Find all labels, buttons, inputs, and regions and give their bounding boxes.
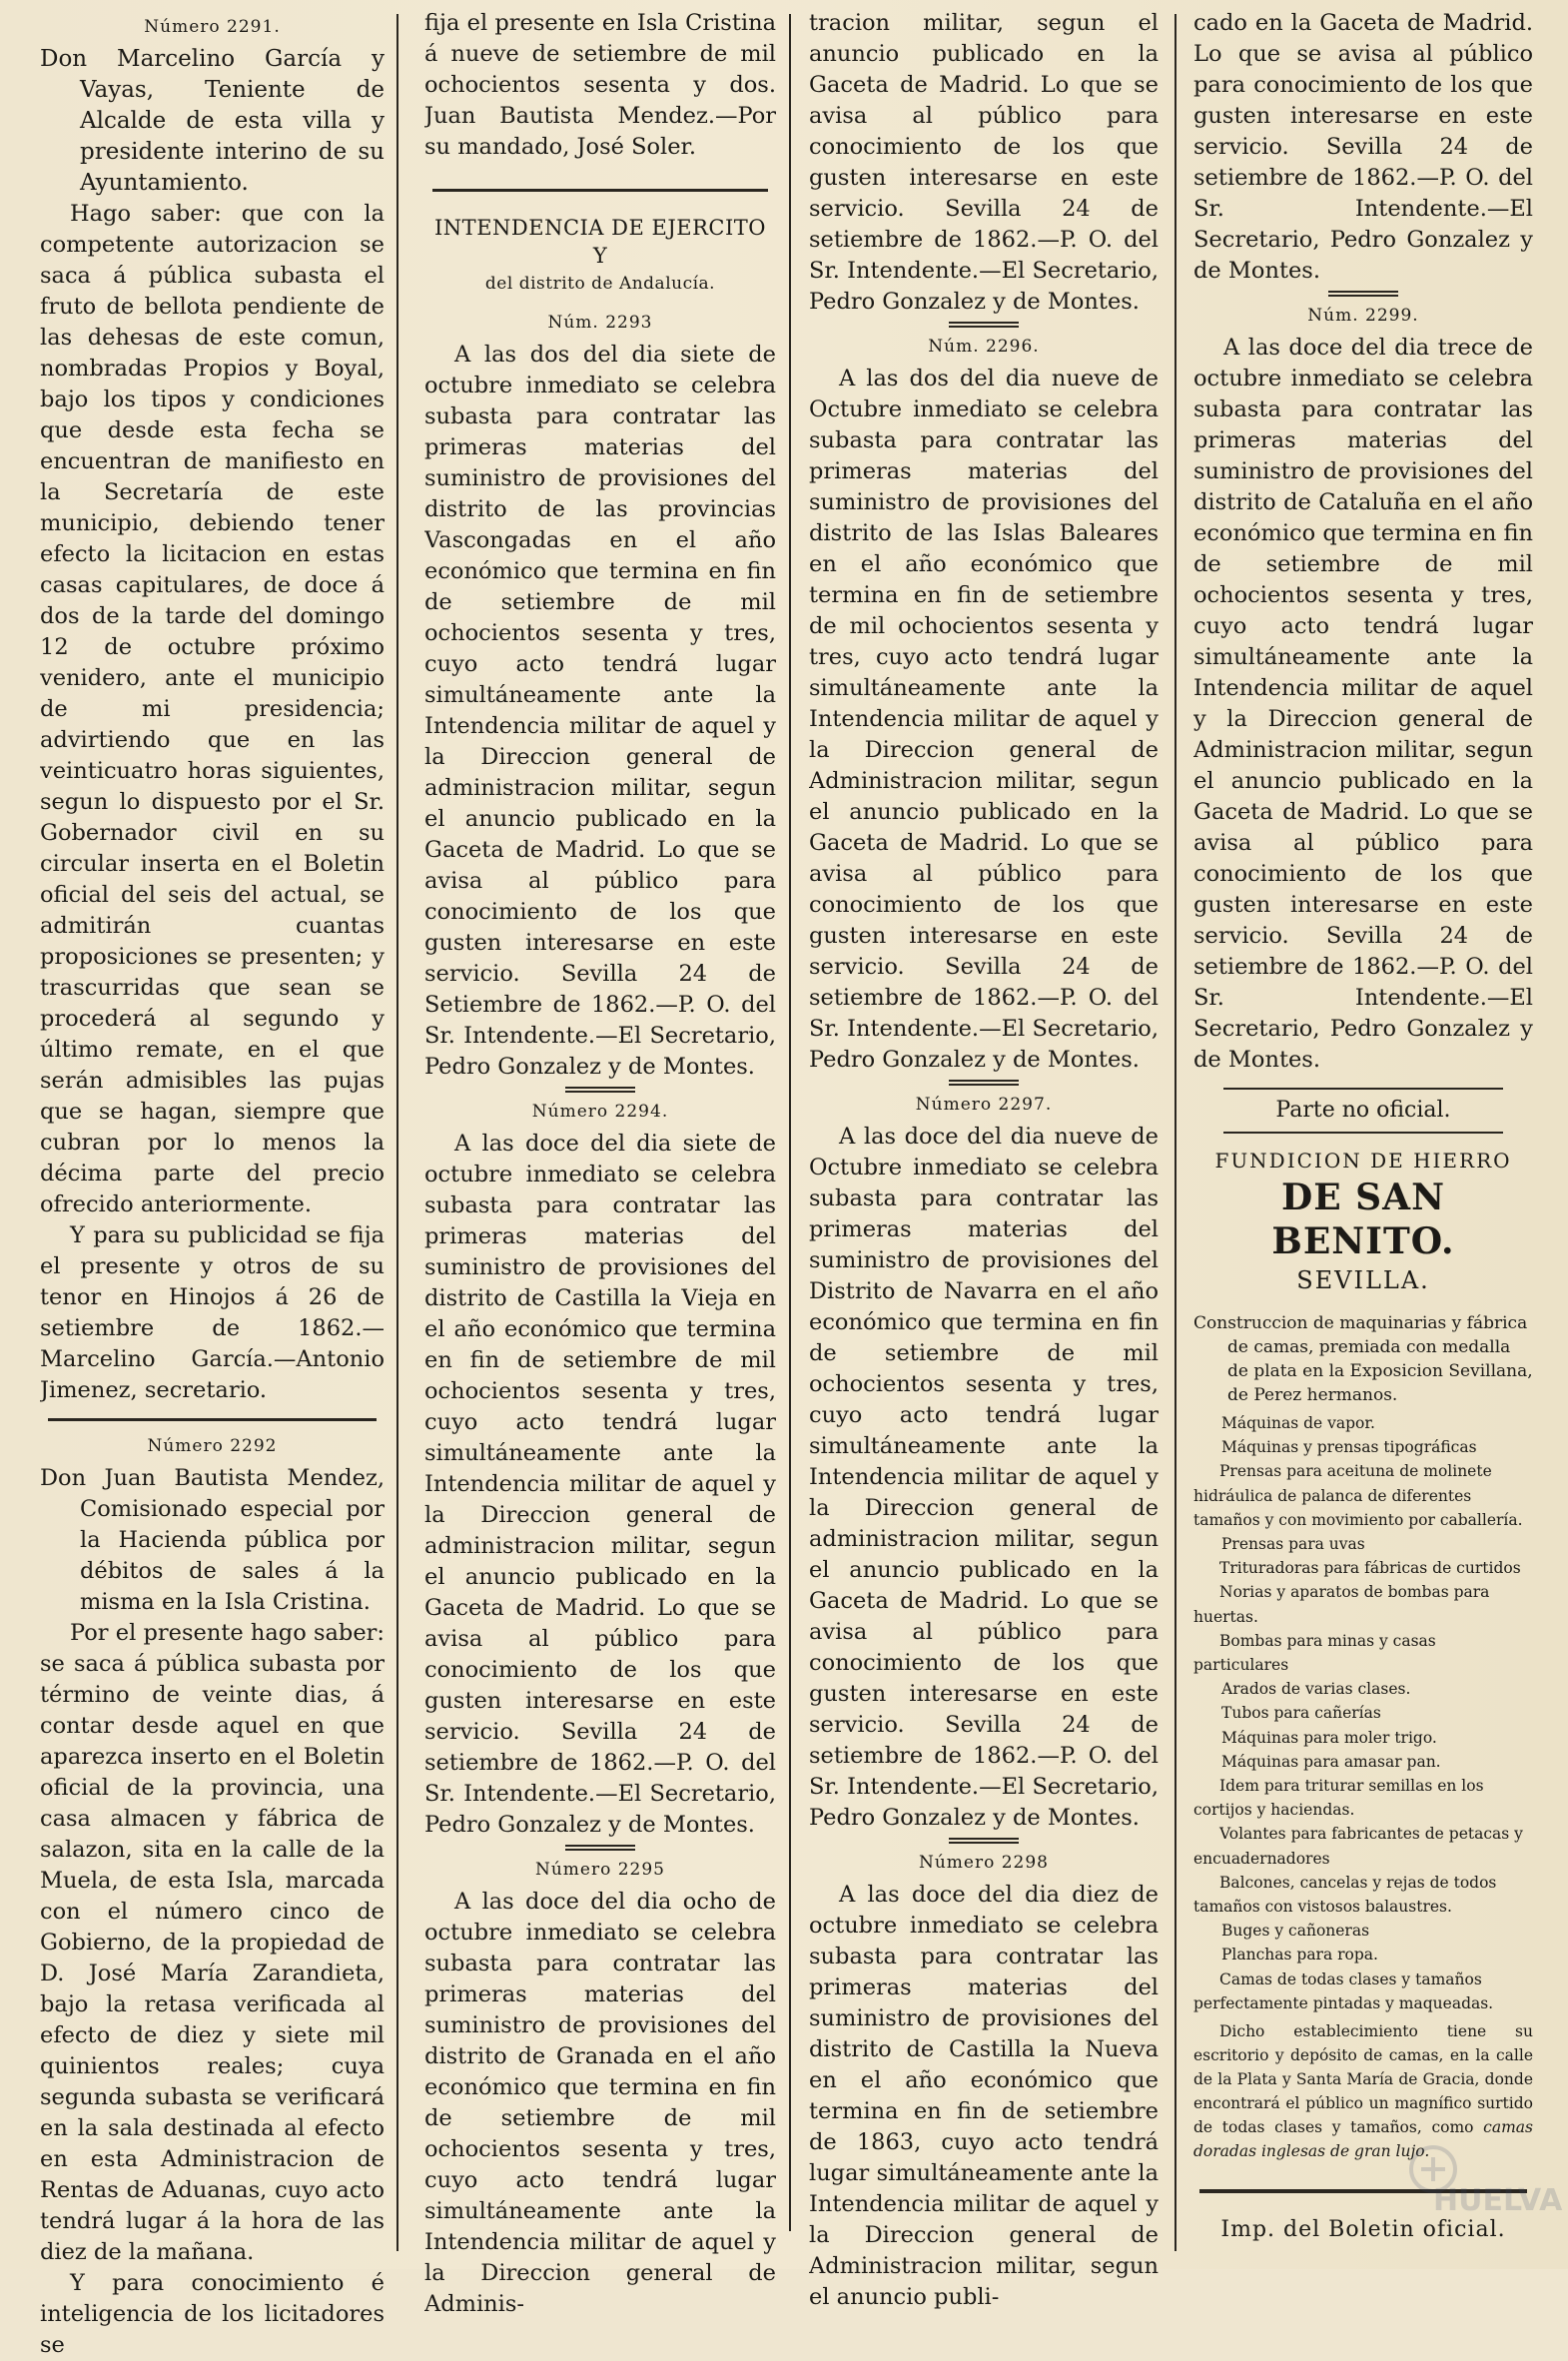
ad-product-item: Volantes para fabricantes de petacas y encuadernadores	[1193, 1825, 1523, 1868]
watermark-text: HUELVA	[1433, 2183, 1563, 2218]
section-label: Parte no oficial.	[1275, 1098, 1451, 1123]
ad-footer-emphasis: camas doradas inglesas de gran lujo.	[1193, 2118, 1533, 2161]
ad-product-list	[1193, 1411, 1533, 2015]
notice-body: Por el presente hago saber: se saca á pública subasta por término de veinte dias, á contar desde aquel en que aparezca inserto en el Boletin oficial de la provincia, una casa almacen y fábrica de salazon, sita en la calle de la Muela, de esta Isla, marcada con el número cinco de Gobierno, de la propiedad de D. José María Zarandieta, bajo la retasa verificada al efecto de diez y siete mil quinientos reales; cuya segunda subasta se verificará en la sala destinada al efecto en esta Administracion de Rentas de Aduanas, cuyo acto tendrá lugar á la hora de las diez de la mañana.	[40, 1620, 385, 2265]
notice-number: Número 2291.	[144, 17, 281, 37]
section-divider	[432, 189, 768, 192]
section-heading: INTENDENCIA DE EJERCITO Y	[434, 216, 766, 268]
notice-number: Número 2292	[147, 1436, 278, 1456]
ad-product-item: Trituradoras para fábricas de curtidos	[1219, 1559, 1521, 1578]
notice-body: A las dos del dia siete de octubre inmediato se celebra subasta para contratar las primeras materias del suministro de provisiones del distrito de las provincias Vascongadas en el año económico que termina en fin de setiembre de mil ochocientos sesenta y tres, cuyo acto tendrá lugar simultáneamente ante la Intendencia militar de aquel y la Direccion general de administracion militar, segun el anuncio publicado en la Gaceta de Madrid. Lo que se avisa al público para conocimiento de los que gusten interesarse en este servicio. Sevilla 24 de Setiembre de 1862.—P. O. del Sr. Intendente.—El Secretario, Pedro Gonzalez y de Montes.	[424, 342, 776, 1080]
notice-closing: Y para su publicidad se fija el presente y otros de su tenor en Hinojos á 26 de setiembre de 1862.—Marcelino García.—Antonio Jimenez, secretario.	[40, 1222, 385, 1403]
notice-body: A las doce del dia ocho de octubre inmediato se celebra subasta para contratar las primeras materias del suministro de provisiones del distrito de Granada en el año económico que termina en fin de setiembre de mil ochocientos sesenta y tres, cuyo acto tendrá lugar simultáneamente ante la Intendencia militar de aquel y la Direccion general de Adminis-	[424, 1889, 776, 2317]
notice-continuation: cado en la Gaceta de Madrid. Lo que se avisa al público para conocimiento de los que gusten interesarse en este servicio. Sevilla 24 de setiembre de 1862.—P. O. del Sr. Intendente.—El Secretario, Pedro Gonzalez y de Montes.	[1193, 10, 1533, 284]
notice-continuation: tracion militar, segun el anuncio publicado en la Gaceta de Madrid. Lo que se avisa al público para conocimiento de los que gusten interesarse en este servicio. Sevilla 24 de setiembre de 1862.—P. O. del Sr. Intendente.—El Secretario, Pedro Gonzalez y de Montes.	[809, 10, 1159, 315]
notice-continuation: fija el presente en Isla Cristina á nueve de setiembre de mil ochocientos sesenta y dos. Juan Bautista Mendez.—Por su mandado, José Soler.	[424, 10, 776, 160]
notice-number: Núm. 2293	[547, 313, 653, 333]
ad-product-item: Idem para triturar semillas en los cortijos y haciendas.	[1193, 1777, 1484, 1820]
notice-number: Número 2297.	[915, 1095, 1053, 1115]
notice-body: A las doce del dia siete de octubre inmediato se celebra subasta para contratar las primeras materias del suministro de provisiones del distrito de Castilla la Vieja en el año económico que termina en fin de setiembre de mil ochocientos sesenta y tres, cuyo acto tendrá lugar simultáneamente ante la Intendencia militar de aquel y la Direccion general de administracion militar, segun el anuncio publicado en la Gaceta de Madrid. Lo que se avisa al público para conocimiento de los que gusten interesarse en este servicio. Sevilla 24 de setiembre de 1862.—P. O. del Sr. Intendente.—El Secretario, Pedro Gonzalez y de Montes.	[424, 1131, 776, 1838]
ad-product-item: Tubos para cañerías	[1221, 1704, 1381, 1723]
imprint: Imp. del Boletin oficial.	[1220, 2217, 1506, 2243]
ad-product-item: Máquinas de vapor.	[1221, 1414, 1375, 1432]
notice-body: A las dos del dia nueve de Octubre inmediato se celebra subasta para contratar las primeras materias del suministro de provisiones del distrito de las Islas Baleares en el año económico que termina en fin de setiembre de mil ochocientos sesenta y tres, cuyo acto tendrá lugar simultáneamente ante la Intendencia militar de aquel y la Direccion general de Administracion militar, segun el anuncio publicado en la Gaceta de Madrid. Lo que se avisa al público para conocimiento de los que gusten interesarse en este servicio. Sevilla 24 de setiembre de 1862.—P. O. del Sr. Intendente.—El Secretario, Pedro Gonzalez y de Montes.	[809, 366, 1159, 1073]
ad-intro: Construccion de maquinarias y fábrica de camas, premiada con medalla de plata en la Exposicion Sevillana, de Perez hermanos.	[1193, 1313, 1533, 1405]
ad-product-item: Máquinas para amasar pan.	[1221, 1752, 1441, 1771]
notice-separator	[949, 1080, 1019, 1086]
section-divider	[48, 1418, 377, 1421]
library-watermark	[1403, 2139, 1563, 2249]
ad-product-item: Planchas para ropa.	[1221, 1946, 1378, 1965]
ad-product-item: Máquinas para moler trigo.	[1221, 1728, 1437, 1747]
ad-product-item: Máquinas y prensas tipográficas	[1221, 1438, 1477, 1457]
notice-body: Hago saber: que con la competente autorizacion se saca á pública subasta el fruto de bellota pendiente de las dehesas de este comun, nombradas Propios y Boyal, bajo los tipos y condiciones que desde esta fecha se encuentran de manifiesto en la Secretaría de este municipio, debiendo tener efecto la licitacion en estas casas capitulares, de doce á dos de la tarde del domingo 12 de octubre próximo venidero, ante el municipio de mi presidencia; advirtiendo que en las veinticuatro horas siguientes, segun lo dispuesto por el Sr. Gobernador civil en su circular inserta en el Boletin oficial del seis del actual, se admitirán cuantas proposiciones se presenten; y trascurridas que sean se procederá al segundo y último remate, en el que serán admisibles las pujas que se hagan, siempre que cubran por lo menos la décima parte del precio ofrecido anteriormente.	[40, 201, 385, 1217]
notice-body: A las doce del dia diez de octubre inmediato se celebra subasta para contratar las primeras materias del suministro de provisiones del distrito de Castilla la Nueva en el año económico que termina en fin de setiembre de 1863, cuyo acto tendrá lugar simultáneamente ante la Intendencia militar de aquel y la Direccion general de Administracion militar, segun el anuncio publi-	[809, 1882, 1159, 2310]
column-rule	[789, 14, 791, 2231]
ad-product-item: Bombas para minas y casas particulares	[1193, 1631, 1436, 1675]
ad-product-item: Norias y aparatos de bombas para huertas.	[1193, 1583, 1490, 1626]
column-3	[809, 8, 1159, 2313]
notice-separator	[949, 1838, 1019, 1844]
ad-product-item: Buges y cañoneras	[1221, 1922, 1370, 1941]
ad-product-item: Balcones, cancelas y rejas de todos tamaños con vistosos balaustres.	[1193, 1873, 1497, 1917]
notice-body: A las doce del dia trece de octubre inmediato se celebra subasta para contratar las primeras materias del suministro de provisiones del distrito de Cataluña en el año económico que termina en fin de setiembre de mil ochocientos sesenta y tres, cuyo acto tendrá lugar simultáneamente ante la Intendencia militar de aquel y la Direccion general de Administracion militar, segun el anuncio publicado en la Gaceta de Madrid. Lo que se avisa al público para conocimiento de los que gusten interesarse en este servicio. Sevilla 24 de setiembre de 1862.—P. O. del Sr. Intendente.—El Secretario, Pedro Gonzalez y de Montes.	[1193, 335, 1533, 1073]
notice-number: Número 2295	[534, 1860, 666, 1880]
notice-heading: Don Juan Bautista Mendez, Comisionado especial por la Hacienda pública por débitos de sales á la misma en la Isla Cristina.	[40, 1465, 385, 1615]
ad-headline: FUNDICION DE HIERRO	[1214, 1149, 1512, 1173]
notice-number: Número 2298	[918, 1853, 1050, 1873]
notice-separator	[565, 1845, 635, 1851]
notice-separator	[1328, 291, 1398, 297]
notice-number: Núm. 2296.	[928, 337, 1040, 357]
notice-separator	[565, 1087, 635, 1093]
ad-product-item: Prensas para aceituna de molinete hidráulica de palanca de diferentes tamaños y con movimiento por caballería.	[1193, 1462, 1523, 1529]
ad-product-item: Arados de varias clases.	[1221, 1680, 1411, 1699]
column-rule	[1175, 14, 1176, 2251]
column-4	[1193, 8, 1533, 2242]
notice-separator	[949, 322, 1019, 328]
column-rule	[396, 14, 398, 2251]
ad-product-item: Camas de todas clases y tamaños perfectamente pintadas y maqueadas.	[1193, 1969, 1494, 2012]
section-divider	[1223, 1132, 1503, 1134]
section-subheading: del distrito de Andalucía.	[484, 274, 716, 294]
notice-closing: Y para conocimiento é inteligencia de los licitadores se	[40, 2270, 385, 2358]
section-divider	[1223, 1088, 1503, 1090]
ad-city: SEVILLA.	[1296, 1266, 1430, 1294]
notice-number: Núm. 2299.	[1307, 306, 1419, 326]
column-2	[424, 8, 776, 2320]
ad-product-item: Prensas para uvas	[1221, 1535, 1365, 1554]
notice-heading: Don Marcelino García y Vayas, Teniente de Alcalde de esta villa y presidente interino de su Ayuntamiento.	[40, 46, 385, 196]
notice-number: Número 2294.	[531, 1102, 669, 1122]
ad-footer-text: Dicho establecimiento tiene su escritorio y depósito de camas, en la calle de la Plata y Santa María de Gracia, donde encontrará el público un magnífico surtido de todas clases y tamaños, como	[1193, 2022, 1533, 2137]
ad-title: DE SAN BENITO.	[1271, 1177, 1455, 1262]
column-1	[40, 8, 385, 2361]
notice-body: A las doce del dia nueve de Octubre inmediato se celebra subasta para contratar las primeras materias del suministro de provisiones del Distrito de Navarra en el año económico que termina en fin de setiembre de mil ochocientos sesenta y tres, cuyo acto tendrá lugar simultáneamente ante la Intendencia militar de aquel y la Direccion general de administracion militar, segun el anuncio publicado en la Gaceta de Madrid. Lo que se avisa al público para conocimiento de los que gusten interesarse en este servicio. Sevilla 24 de setiembre de 1862.—P. O. del Sr. Intendente.—El Secretario, Pedro Gonzalez y de Montes.	[809, 1124, 1159, 1831]
advertisement	[1193, 1146, 1533, 2163]
